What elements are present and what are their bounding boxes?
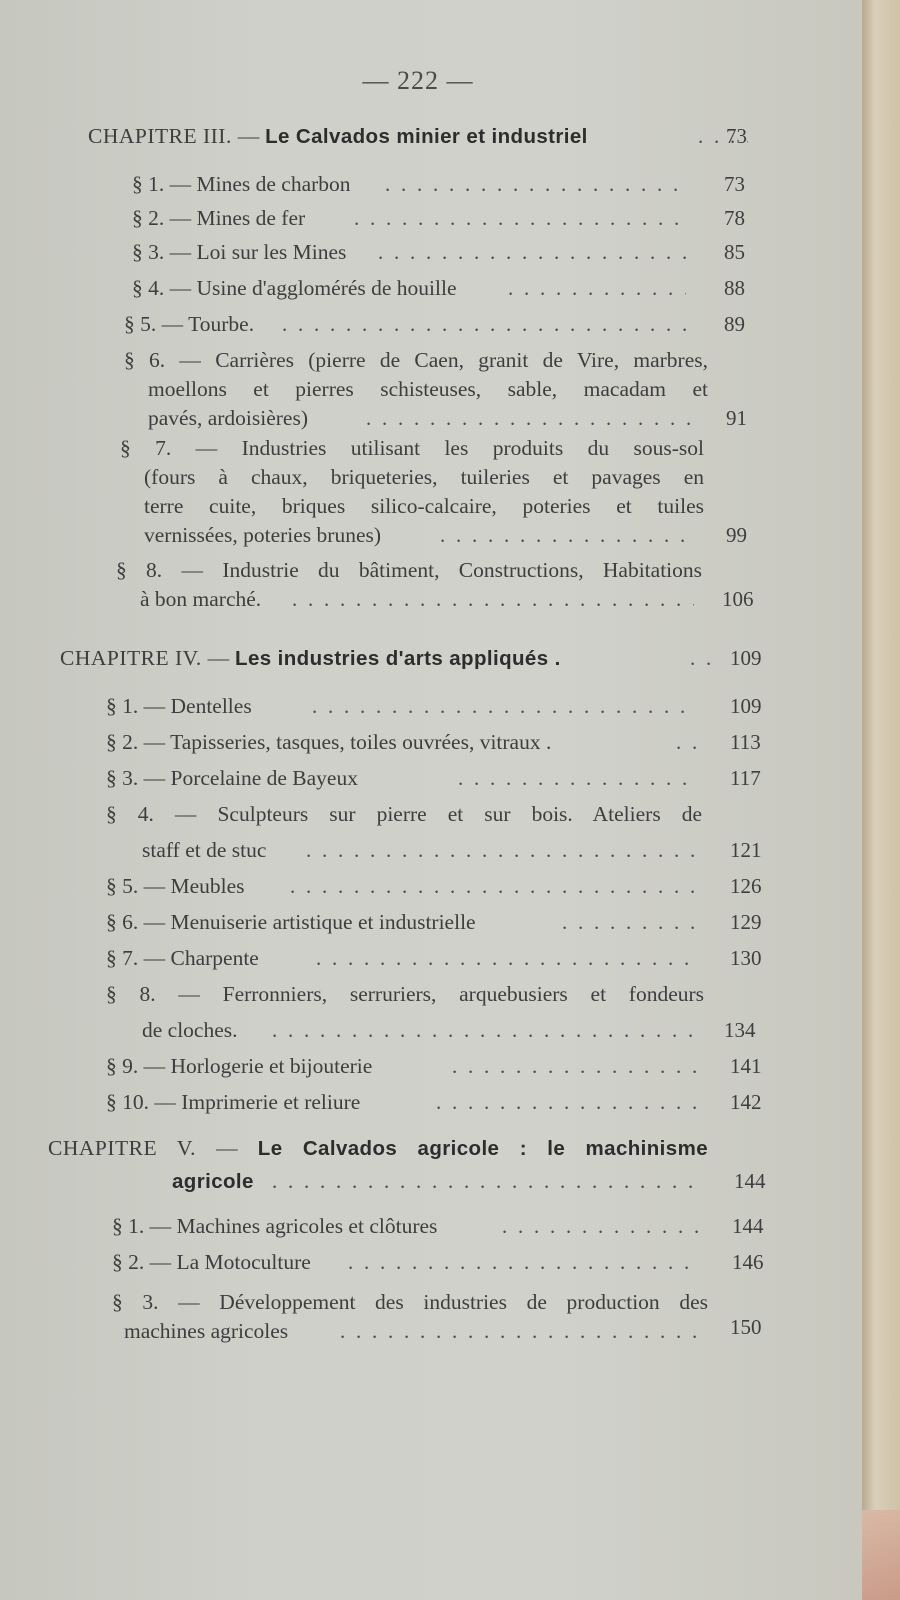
section-marker: § 1. — [106,694,166,718]
dot-leader [292,585,694,614]
section-marker: § 7. — [106,946,166,970]
page-ref: 78 [724,206,745,230]
section-title: Meubles [170,874,245,898]
dot-leader [290,872,696,901]
section-marker: § 6. — [106,910,166,934]
page-ref: 142 [730,1090,762,1114]
chapter-title: Les industries d'arts appliqués . [235,647,561,670]
dot-leader [452,1052,696,1081]
dot-leader [502,1212,698,1241]
section-title-line: de cloches. [142,1018,238,1042]
section-title-line: pavés, ardoisières) [148,406,308,430]
section-title-line: vernissées, poteries brunes) [144,523,382,547]
section-title: Menuiserie artistique et industrielle [170,910,476,934]
dot-leader [458,764,696,793]
section-marker: § 8. — [116,558,203,582]
dot-leader [282,310,686,339]
page-ref: 144 [734,1169,766,1193]
section-title: Mines de charbon [196,172,351,196]
section-marker: § 10. — [106,1090,176,1114]
section-title-line: (fours à chaux, briqueteries, tuileries et pavages en [144,465,704,489]
dot-leader [316,944,696,973]
chapter-label: CHAPITRE IV. — [60,646,230,670]
toc-entry [132,170,756,199]
section-marker: § 4. — [106,802,197,826]
chapter-5-heading [48,1134,766,1196]
toc-entry [106,800,760,865]
page-ref: 141 [730,1054,762,1078]
page-ref: 88 [724,276,745,300]
section-title-line: terre cuite, briques silico-calcaire, poteries et tuiles [144,494,704,518]
section-title-line: Industrie du bâtiment, Constructions, Habitations [222,558,703,582]
dot-leader [366,404,698,433]
page-ref: 109 [730,694,762,718]
page-ref: 99 [726,523,747,547]
section-marker: § 5. — [124,312,184,336]
dot-leader [676,728,698,757]
section-title: Imprimerie et reliure [181,1090,361,1114]
page-ref: 73 [724,172,745,196]
section-marker: § 2. — [106,730,166,754]
chapter-4-heading [60,644,760,673]
dot-leader [508,274,686,303]
section-title-line: Industries utilisant les produits du sous-sol [241,436,705,460]
section-title: Usine d'agglomérés de houille [196,276,457,300]
section-marker: § 5. — [106,874,166,898]
section-marker: § 3. — [106,766,166,790]
page-ref: 144 [732,1214,764,1238]
page-ref: 117 [730,766,761,790]
toc-entry [116,556,756,614]
section-marker: § 7. — [120,436,218,460]
page-ref: 126 [730,874,762,898]
dot-leader [562,908,696,937]
page-ref: 134 [724,1018,756,1042]
toc-entry [112,1248,764,1277]
section-title-line: Ferronniers, serruriers, arquebusiers et fondeurs [222,982,705,1006]
toc-entry [124,346,756,433]
dot-leader [378,238,686,267]
dot-leader [340,1317,698,1346]
section-title: Tourbe. [188,312,255,336]
page-ref: 85 [724,240,745,264]
section-title: Machines agricoles et clôtures [176,1214,438,1238]
section-title: Charpente [170,946,259,970]
toc-entry [106,944,760,973]
chapter-title-line: Le Calvados agricole : le machinisme [257,1137,709,1160]
toc-entry [106,692,760,721]
page-ref: 113 [730,730,761,754]
dot-leader [385,170,685,199]
dot-leader [348,1248,698,1277]
dot-leader [272,1167,704,1196]
dot-leader [436,1088,698,1117]
dot-leader [312,692,696,721]
dot-leader [440,521,696,550]
section-title: Horlogerie et bijouterie [170,1054,373,1078]
section-marker: § 9. — [106,1054,166,1078]
toc-entry [106,872,760,901]
chapter-3-heading [88,122,756,151]
section-title-line: Sculpteurs sur pierre et sur bois. Ateliers de [217,802,702,826]
toc-entry [132,204,756,233]
section-marker: § 8. — [106,982,200,1006]
toc-entry [106,1052,760,1081]
page-ref: 129 [730,910,762,934]
toc-entry [120,434,756,550]
page-ref: 109 [730,646,762,670]
book-page-edge [862,0,900,1600]
toc-entry [132,274,756,303]
page-ref: 73 [726,124,747,148]
section-title-line: Développement des industries de production des [219,1290,708,1314]
section-title-line: staff et de stuc [142,838,267,862]
chapter-label: CHAPITRE III. — [88,124,260,148]
section-title: Loi sur les Mines [196,240,347,264]
section-marker: § 1. — [132,172,192,196]
toc-entry [132,238,756,267]
section-marker: § 1. — [112,1214,172,1238]
page-ref: 89 [724,312,745,336]
page-ref: 150 [730,1315,762,1339]
dot-leader [690,644,714,673]
dot-leader [354,204,686,233]
toc-entry [112,1212,764,1241]
dot-leader [272,1016,698,1045]
dot-leader [306,836,696,865]
section-title-line: Carrières (pierre de Caen, granit de Vire, marbres, [215,348,708,372]
section-marker: § 2. — [132,206,192,230]
section-title-line: à bon marché. [140,587,262,611]
toc-entry [106,1088,760,1117]
page-number: — 222 — [362,66,474,95]
section-marker: § 3. — [112,1290,200,1314]
toc-entry [106,764,760,793]
section-title: La Motoculture [176,1250,311,1274]
toc-entry [112,1288,764,1346]
page-ref: 106 [722,587,754,611]
section-marker: § 3. — [132,240,192,264]
page-ref: 146 [732,1250,764,1274]
section-title: Dentelles [170,694,252,718]
section-title-line: machines agricoles [124,1319,289,1343]
section-marker: § 6. — [124,348,201,372]
toc-entry [106,728,760,757]
toc-entry [106,908,760,937]
section-marker: § 2. — [112,1250,172,1274]
chapter-title-line: agricole [172,1170,254,1193]
page-ref: 91 [726,406,747,430]
chapter-title: Le Calvados minier et industriel [265,125,588,148]
page-ref: 130 [730,946,762,970]
section-marker: § 4. — [132,276,192,300]
section-title-line: moellons et pierres schisteuses, sable, macadam et [148,377,708,401]
page-ref: 121 [730,838,762,862]
section-title: Mines de fer [196,206,306,230]
toc-entry [124,310,756,339]
section-title: Porcelaine de Bayeux [170,766,358,790]
toc-entry [106,980,760,1045]
chapter-label: CHAPITRE V. — [48,1136,239,1160]
section-title: Tapisseries, tasques, toiles ouvrées, vitraux . [170,730,552,754]
